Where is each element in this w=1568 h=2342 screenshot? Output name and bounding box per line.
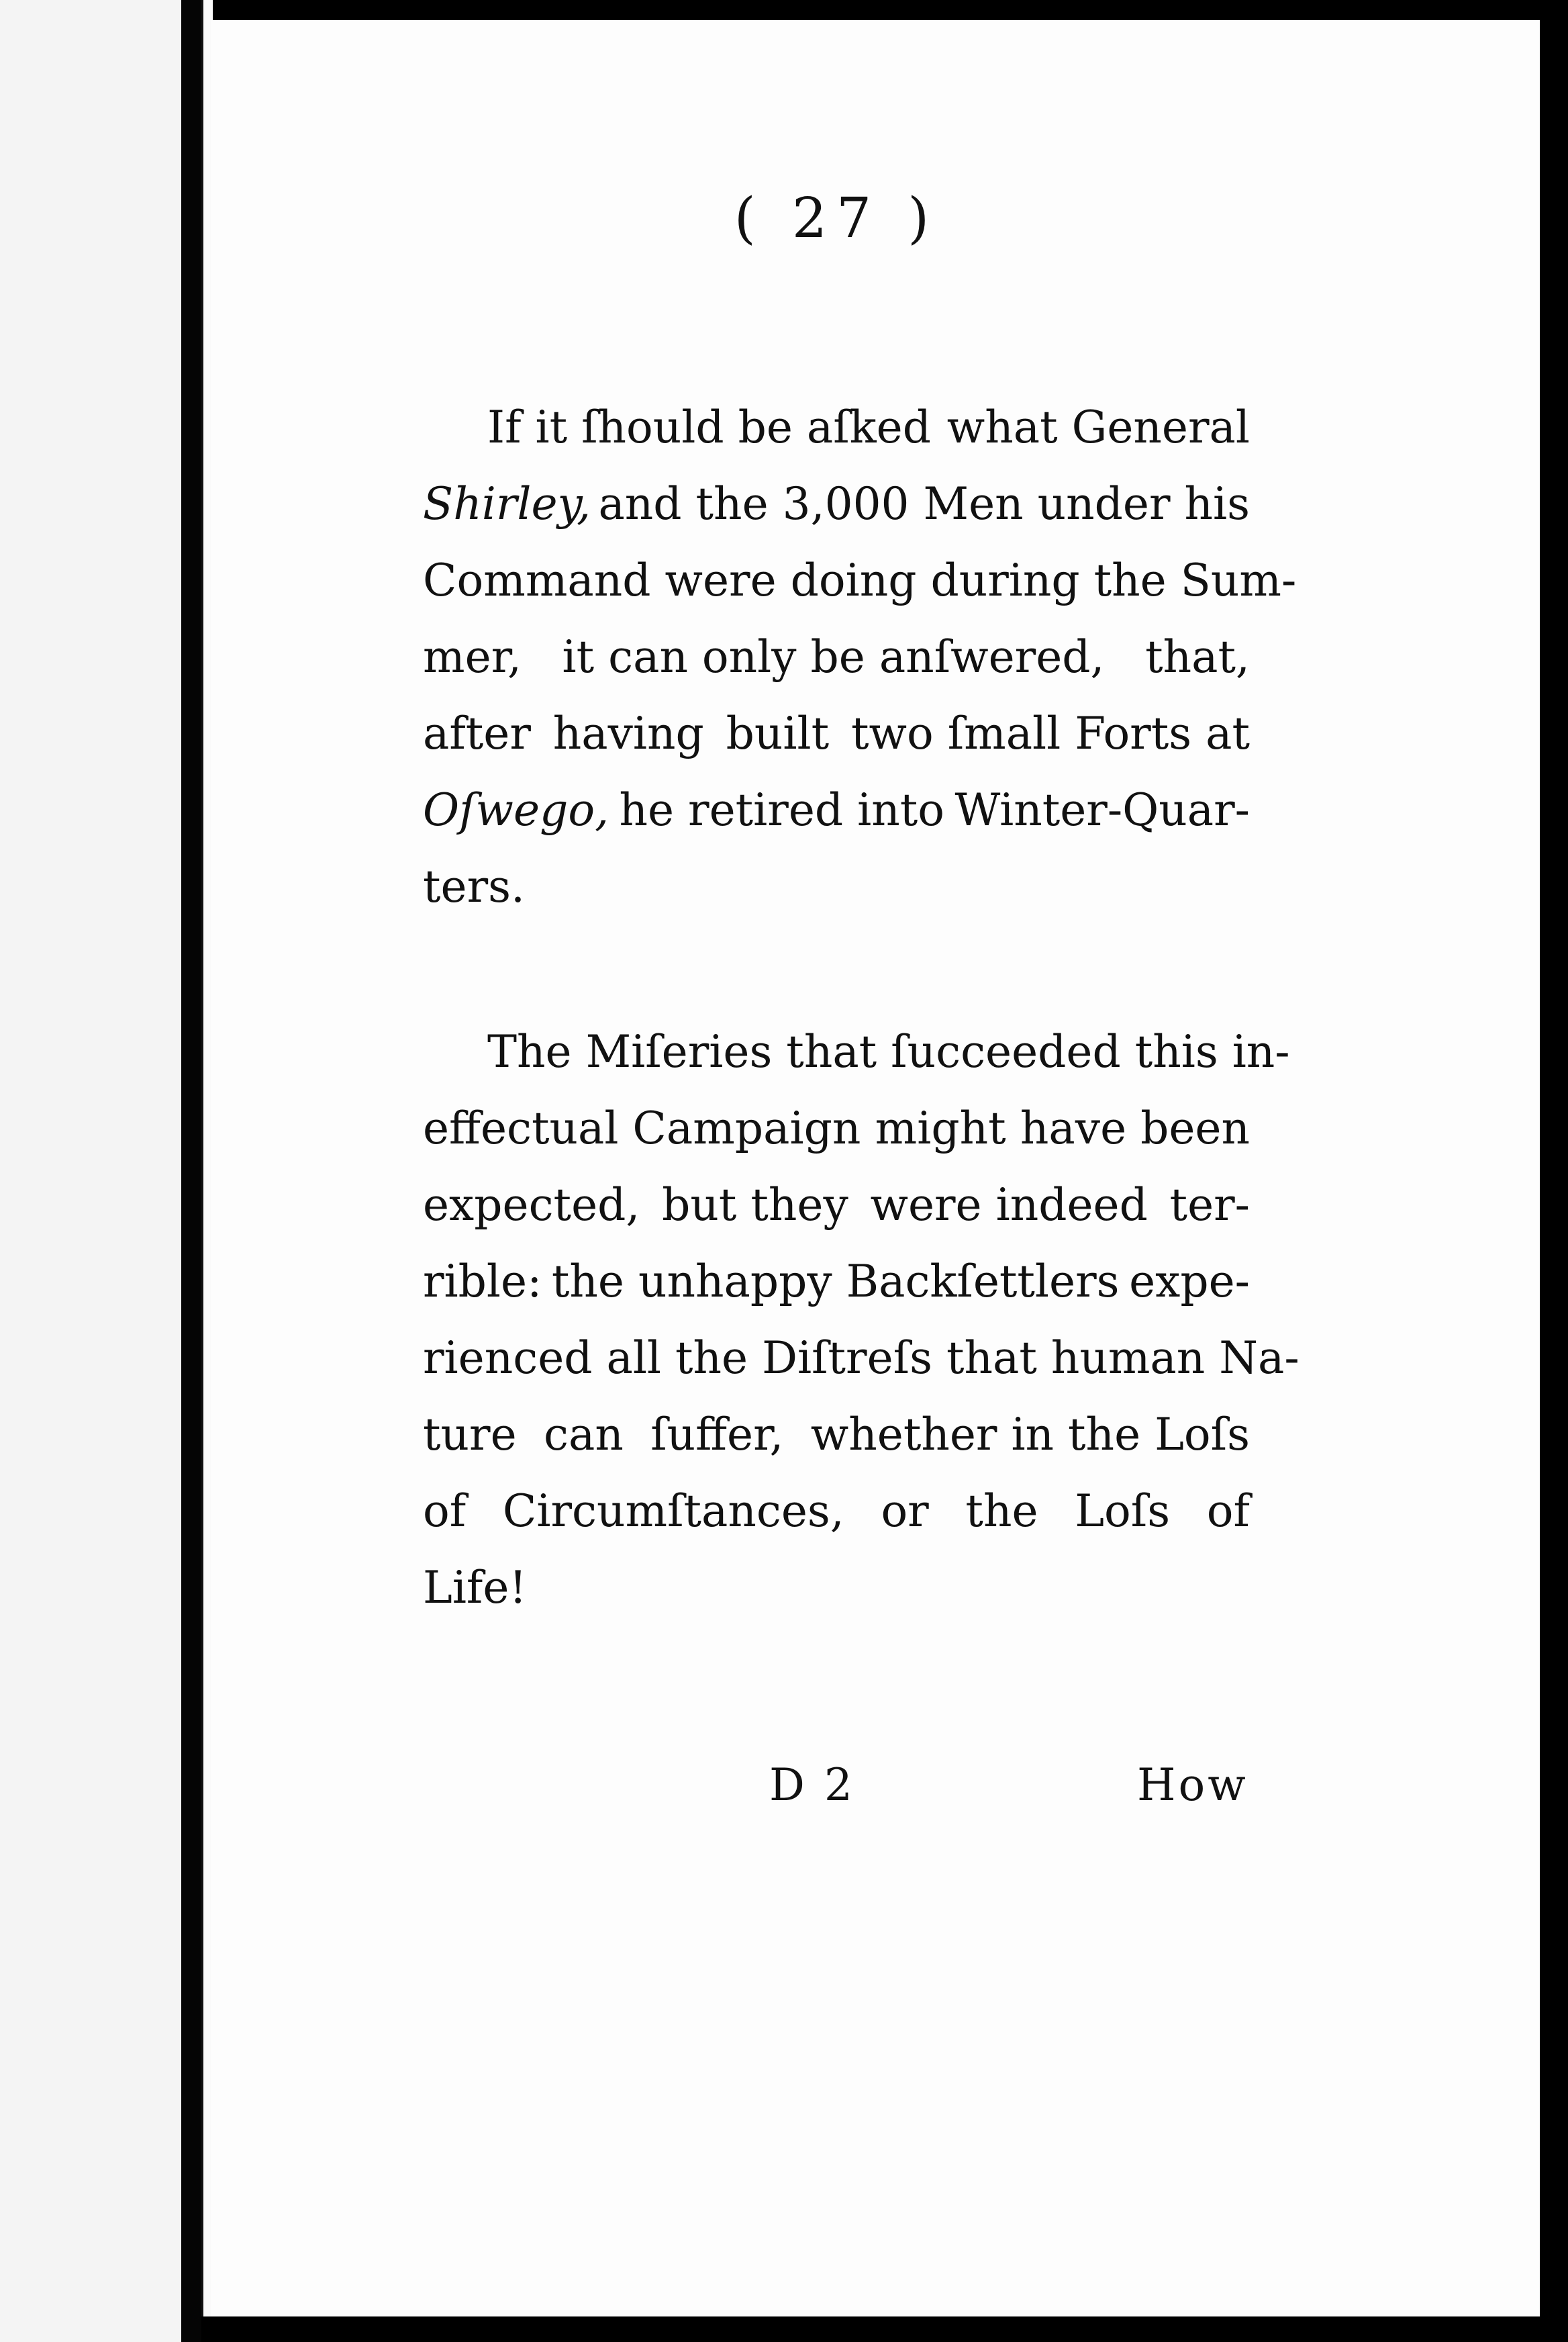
text-segment: he retired into bbox=[619, 784, 944, 836]
text-segment: whether in the Loſs bbox=[810, 1409, 1250, 1460]
text-segment: were indeed bbox=[870, 1179, 1148, 1231]
paragraph-2 bbox=[423, 1014, 1300, 1626]
text-segment: having bbox=[552, 708, 704, 759]
text-segment: can bbox=[544, 1409, 624, 1460]
text-line bbox=[423, 1014, 1290, 1090]
text-line bbox=[423, 1244, 1250, 1320]
text-line bbox=[423, 772, 1250, 849]
text-segment: but they bbox=[662, 1179, 848, 1231]
text-segment: rible: bbox=[423, 1256, 542, 1307]
text-segment: two ſmall Forts at bbox=[850, 708, 1250, 759]
text-line bbox=[423, 849, 1250, 925]
scan-edge-bottom bbox=[201, 2316, 1568, 2342]
text-segment: or bbox=[881, 1485, 929, 1537]
text-segment: effectual Campaign bbox=[423, 1103, 861, 1154]
text-segment: Winter-Quar- bbox=[954, 784, 1250, 836]
text-segment: Command were doing during the Sum- bbox=[423, 555, 1297, 606]
text-segment: that, bbox=[1145, 631, 1250, 683]
book-spine bbox=[181, 0, 201, 2342]
text-line bbox=[423, 466, 1250, 543]
text-segment: mer, bbox=[423, 631, 522, 683]
text-segment: Loſs bbox=[1075, 1485, 1171, 1537]
text-line bbox=[423, 1397, 1250, 1473]
text-segment: and the 3,000 Men under his bbox=[598, 478, 1250, 530]
text-segment: Life! bbox=[423, 1562, 527, 1613]
text-line bbox=[423, 1167, 1250, 1244]
text-line bbox=[423, 1473, 1250, 1550]
text-segment: Oſwego, bbox=[423, 784, 609, 836]
text-segment: expe- bbox=[1129, 1256, 1250, 1307]
text-line bbox=[423, 619, 1250, 696]
text-line bbox=[423, 1320, 1300, 1397]
text-segment: have been bbox=[1020, 1103, 1250, 1154]
text-segment: the unhappy Backſettlers bbox=[551, 1256, 1120, 1307]
text-segment: If it ſhould be aſked bbox=[487, 402, 931, 453]
signature-mark: D 2 bbox=[769, 1759, 855, 1811]
text-segment: it can only be anſwered, bbox=[562, 631, 1105, 683]
text-segment: ter- bbox=[1169, 1179, 1250, 1231]
page-number: ( 27 ) bbox=[734, 187, 939, 250]
text-segment: rienced all the Diſtreſs that human Na- bbox=[423, 1332, 1300, 1384]
text-line bbox=[423, 389, 1250, 466]
text-segment: of bbox=[423, 1485, 467, 1537]
scan-edge-right bbox=[1540, 0, 1568, 2342]
text-segment: the bbox=[965, 1485, 1038, 1537]
text-segment: ters. bbox=[423, 861, 525, 912]
text-segment: expected, bbox=[423, 1179, 640, 1231]
text-segment: might bbox=[875, 1103, 1006, 1154]
text-segment: built bbox=[726, 708, 830, 759]
text-segment: ſuffer, bbox=[650, 1409, 784, 1460]
facing-page-edge bbox=[0, 0, 201, 2342]
text-segment: what General bbox=[946, 402, 1250, 453]
text-segment: The Miſeries that ſucceeded this in- bbox=[487, 1026, 1290, 1078]
text-segment: ture bbox=[423, 1409, 517, 1460]
text-segment: Shirley, bbox=[423, 478, 591, 530]
text-segment: Circumſtances, bbox=[502, 1485, 844, 1537]
text-line bbox=[423, 1090, 1250, 1167]
text-line bbox=[423, 543, 1297, 619]
catchword: How bbox=[1137, 1759, 1248, 1811]
text-segment: of bbox=[1206, 1485, 1250, 1537]
text-segment: after bbox=[423, 708, 531, 759]
text-line bbox=[423, 696, 1250, 772]
paragraph-1 bbox=[423, 389, 1297, 925]
text-line bbox=[423, 1550, 1250, 1626]
